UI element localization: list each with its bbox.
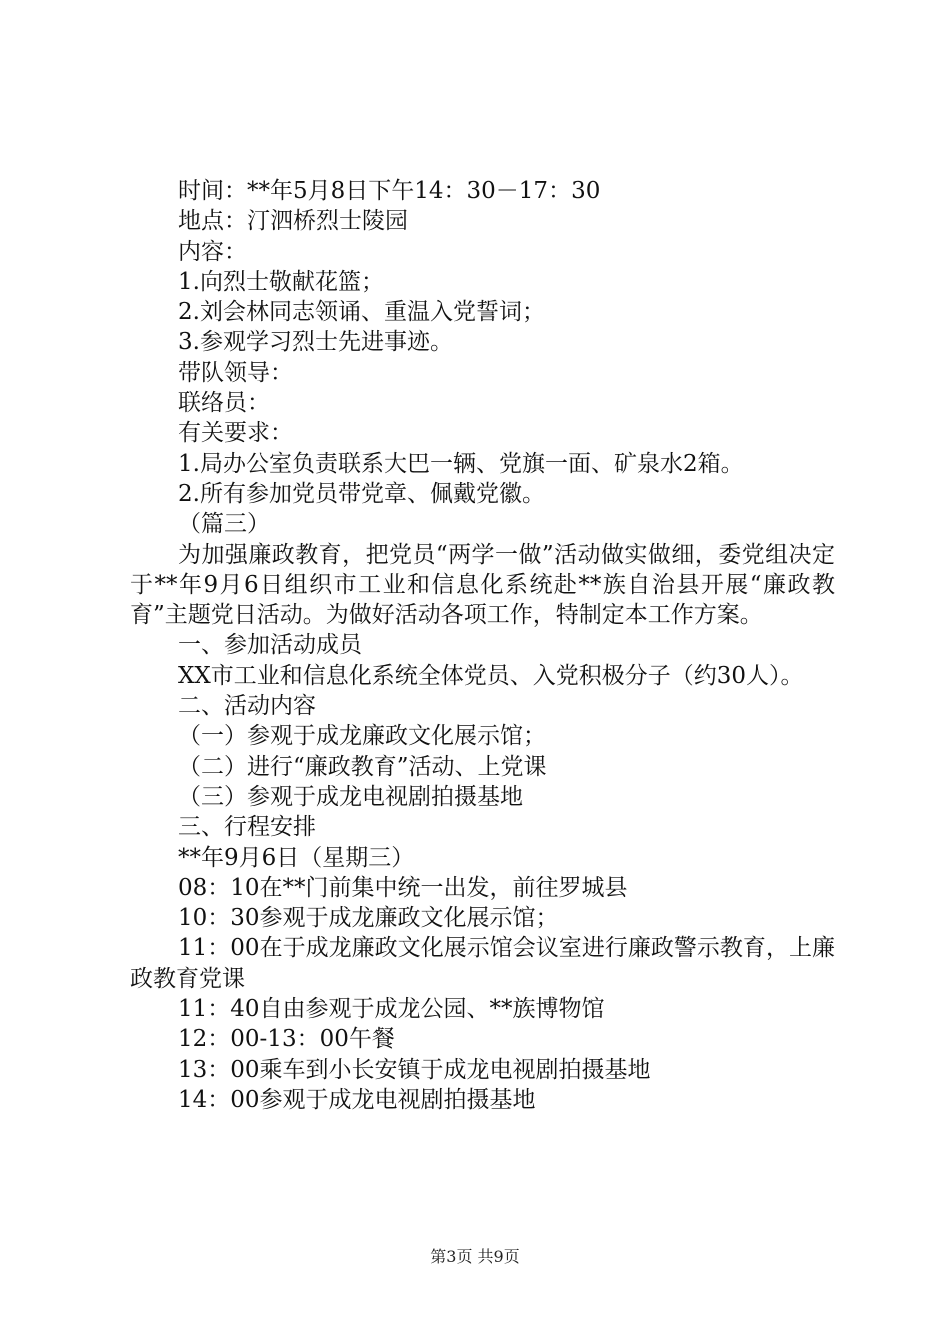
schedule-item: 11：00在于成龙廉政文化展示馆会议室进行廉政警示教育，上廉政教育党课 <box>130 935 835 992</box>
schedule-item: 11：40自由参观于成龙公园、**族博物馆 <box>178 996 605 1023</box>
text-line: 带队领导： <box>178 359 293 386</box>
page-number-footer: 第3页 共9页 <box>430 1247 520 1266</box>
list-item: （三）参观于成龙电视剧拍摄基地 <box>178 783 523 810</box>
schedule-item: 13：00乘车到小长安镇于成龙电视剧拍摄基地 <box>178 1056 651 1083</box>
list-item: （一）参观于成龙廉政文化展示馆； <box>178 723 546 750</box>
intro-paragraph: 为加强廉政教育，把党员“两学一做”活动做实做细，委党组决定于**年9月6日组织市工业和信息化系统赴**族自治县开展“廉政教育”主题党日活动。为做好活动各项工作，特制定本工作方案。 <box>130 541 835 629</box>
list-item: 1.局办公室负责联系大巴一辆、党旗一面、矿泉水2箱。 <box>178 450 744 477</box>
section-heading: 一、参加活动成员 <box>178 632 362 659</box>
section-heading: 三、行程安排 <box>178 814 316 841</box>
text-line: 有关要求： <box>178 420 293 447</box>
list-item: （二）进行“廉政教育”活动、上党课 <box>178 753 547 780</box>
schedule-item: 08：10在**门前集中统一出发，前往罗城县 <box>178 874 628 901</box>
schedule-item: 14：00参观于成龙电视剧拍摄基地 <box>178 1086 536 1113</box>
list-item: 1.向烈士敬献花篮； <box>178 268 384 295</box>
document-body <box>130 176 835 1115</box>
text-line: 内容： <box>178 238 247 265</box>
schedule-item: 10：30参观于成龙廉政文化展示馆； <box>178 905 559 932</box>
schedule-item: 12：00-13：00午餐 <box>178 1026 395 1053</box>
list-item: 2.所有参加党员带党章、佩戴党徽。 <box>178 480 545 507</box>
text-line: 地点：汀泗桥烈士陵园 <box>178 208 408 235</box>
text-line: 联络员： <box>178 390 270 417</box>
list-item: 3.参观学习烈士先进事迹。 <box>178 329 453 356</box>
list-item: 2.刘会林同志领诵、重温入党誓词； <box>178 299 545 326</box>
section-heading: 二、活动内容 <box>178 693 316 720</box>
text-line: 时间：**年5月8日下午14：30－17：30 <box>178 178 601 204</box>
members-paragraph: XX市工业和信息化系统全体党员、入党积极分子（约30人）。 <box>178 662 804 689</box>
schedule-date: **年9月6日（星期三） <box>178 844 415 871</box>
section-heading: （篇三） <box>178 511 270 538</box>
